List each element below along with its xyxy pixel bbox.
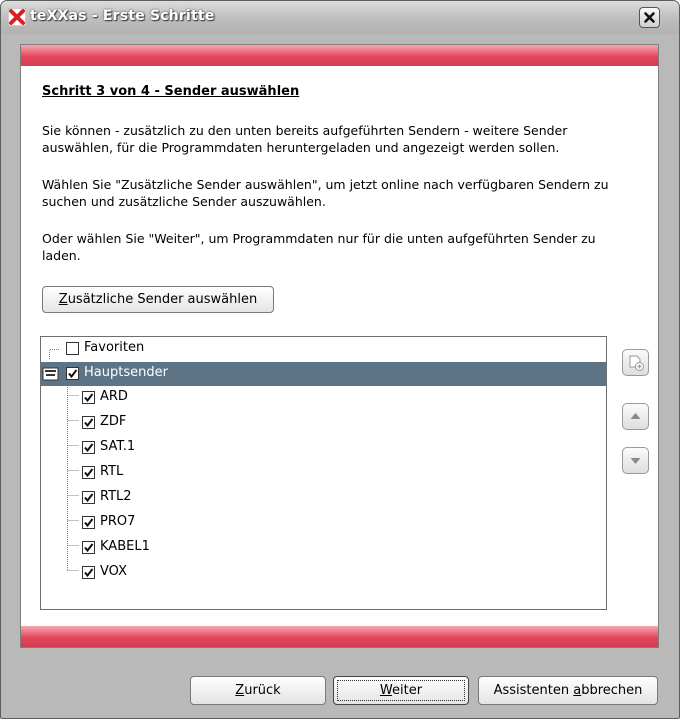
channel-checkbox[interactable] — [82, 441, 95, 454]
channel-checkbox[interactable] — [82, 566, 95, 579]
channel-label: KABEL1 — [100, 539, 150, 554]
channel-label: RTL — [100, 464, 124, 479]
title-bar[interactable] — [1, 1, 679, 34]
next-button[interactable]: Weiter — [333, 676, 469, 705]
move-down-button[interactable] — [622, 447, 649, 474]
continue-paragraph: Oder wählen Sie "Weiter", um Programmdaten nur für die unten aufgeführten Sender zu laden. — [42, 231, 596, 263]
channel-checkbox[interactable] — [82, 491, 95, 504]
arrow-down-icon — [623, 448, 648, 473]
channel-checkbox[interactable] — [82, 516, 95, 529]
close-button[interactable] — [639, 7, 660, 28]
collapse-icon[interactable] — [42, 367, 59, 381]
search-paragraph: Wählen Sie "Zusätzliche Sender auswählen", um jetzt online nach verfügbaren Sendern zu suchen und zusätzliche Sender auszuwählen. — [42, 177, 609, 209]
tree-item-favorites[interactable] — [41, 337, 606, 361]
channel-label: ZDF — [100, 414, 127, 429]
channel-checkbox[interactable] — [82, 416, 95, 429]
tree-item-channel[interactable] — [41, 561, 606, 585]
header-band — [21, 45, 658, 66]
intro-paragraph: Sie können - zusätzlich zu den unten bereits aufgeführten Sendern - weitere Sender auswählen, für die Programmdaten heruntergeladen und angezeigt werden sollen. — [42, 123, 568, 155]
tree-item-channel[interactable] — [41, 411, 606, 435]
tree-item-hauptsender[interactable] — [41, 362, 606, 386]
channel-label: RTL2 — [100, 489, 132, 504]
tree-item-channel[interactable] — [41, 511, 606, 535]
close-icon — [640, 8, 659, 27]
step-title: Schritt 3 von 4 - Sender auswählen — [42, 84, 300, 99]
hauptsender-checkbox[interactable] — [66, 367, 79, 380]
tree-item-channel[interactable] — [41, 486, 606, 510]
cancel-wizard-button[interactable]: Assistenten abbrechen — [478, 676, 658, 705]
tree-item-channel[interactable] — [41, 536, 606, 560]
channel-checkbox[interactable] — [82, 541, 95, 554]
sender-tree[interactable] — [40, 336, 607, 610]
move-up-button[interactable] — [622, 403, 649, 430]
channel-label: PRO7 — [100, 514, 136, 529]
tree-item-channel[interactable] — [41, 386, 606, 410]
channel-label: SAT.1 — [100, 439, 136, 454]
add-senders-button[interactable]: Zusätzliche Sender auswählen — [42, 286, 274, 313]
wizard-content — [20, 44, 659, 648]
back-button[interactable]: Zurück — [190, 676, 326, 705]
channel-label: ARD — [100, 389, 128, 404]
tree-item-label: Favoriten — [84, 340, 145, 355]
tree-item-channel[interactable] — [41, 436, 606, 460]
arrow-up-icon — [623, 404, 648, 429]
window-title: teXXas - Erste Schritte — [30, 8, 215, 24]
channel-label: VOX — [100, 564, 127, 579]
add-group-button[interactable] — [622, 349, 649, 376]
footer-band — [21, 626, 658, 647]
channel-checkbox[interactable] — [82, 391, 95, 404]
channel-checkbox[interactable] — [82, 466, 95, 479]
add-group-icon — [623, 350, 648, 375]
tree-item-channel[interactable] — [41, 461, 606, 485]
focus-rect — [337, 680, 465, 701]
favorites-checkbox[interactable] — [66, 342, 79, 355]
texxas-logo-icon — [8, 8, 26, 26]
tree-item-label: Hauptsender — [84, 365, 168, 380]
